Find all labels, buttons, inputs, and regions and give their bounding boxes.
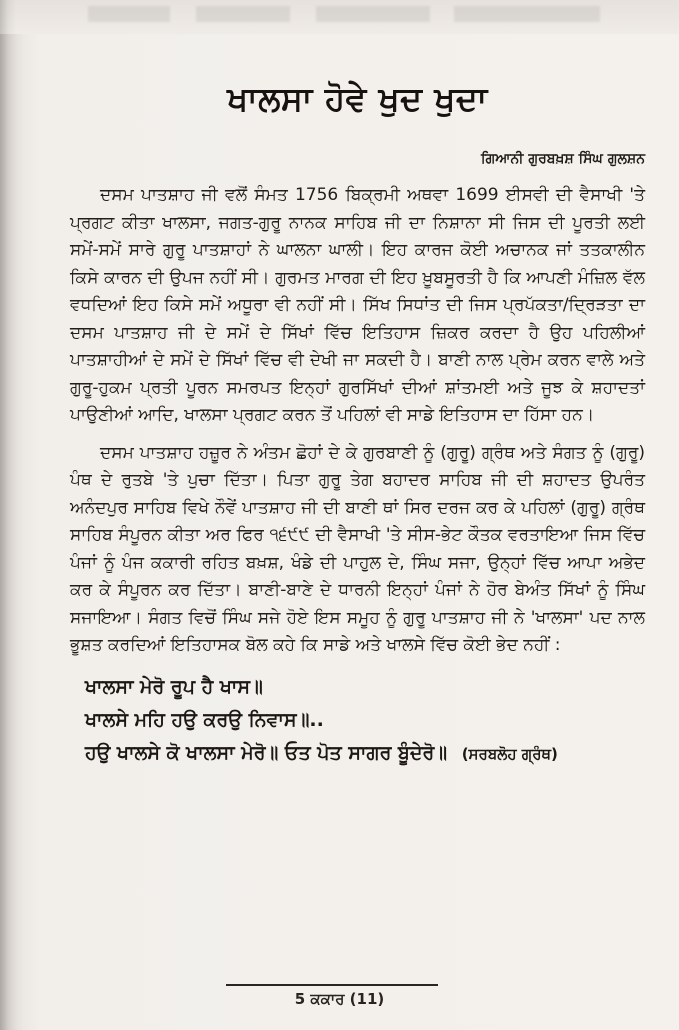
verse-line-1: ਖਾਲਸਾ ਮੇਰੋ ਰੂਪ ਹੈ ਖਾਸ॥ <box>85 675 263 698</box>
verse-line-2: ਖਾਲਸੇ ਮਹਿ ਹਉ ਕਰਉ ਨਿਵਾਸ॥.. <box>85 708 324 731</box>
page-footer: 5 ਕਕਾਰ (11) <box>294 990 385 1008</box>
page-gutter-shadow <box>0 0 16 1030</box>
article-title: ਖਾਲਸਾ ਹੋਵੇ ਖੁਦ ਖੁਦਾ <box>227 79 488 118</box>
verse-line-3 <box>85 737 645 771</box>
article-content <box>70 80 645 771</box>
verse-citation: (ਸਰਬਲੋਹ ਗ੍ਰੰਥ) <box>461 744 558 763</box>
previous-page-text-shadow <box>70 6 600 22</box>
author-name: ਗਿਆਨੀ ਗੁਰਬਖ਼ਸ਼ ਸਿੰਘ ਗੁਲਸ਼ਨ <box>481 151 645 167</box>
footer-divider <box>226 984 438 986</box>
verse-line-3-text: ਹਉ ਖਾਲਸੇ ਕੋ ਖਾਲਸਾ ਮੇਰੋ॥ ਓਤ ਪੋਤ ਸਾਗਰ ਬੂੰਦੇਰੋ॥ <box>85 741 448 764</box>
previous-page-bleed <box>0 0 679 34</box>
body-paragraph-1: ਦਸਮ ਪਾਤਸ਼ਾਹ ਜੀ ਵਲੋਂ ਸੰਮਤ 1756 ਬਿਕ੍ਰਮੀ ਅਥਵਾ 1699 ਈਸਵੀ ਦੀ ਵੈਸਾਖੀ 'ਤੇ ਪ੍ਰਗਟ ਕੀਤਾ ਖਾਲਸਾ, ਜਗਤ-ਗੁਰੂ ਨਾਨਕ ਸਾਹਿਬ ਜੀ ਦਾ ਨਿਸ਼ਾਨਾ ਸੀ ਜਿਸ ਦੀ ਪੂਰਤੀ ਲਈ ਸਮੇਂ-ਸਮੇਂ ਸਾਰੇ ਗੁਰੂ ਪਾਤਸ਼ਾਹਾਂ ਨੇ ਘਾਲਨਾ ਘਾਲੀ। ਇਹ ਕਾਰਜ ਕੋਈ ਅਚਾਨਕ ਜਾਂ ਤਤਕਾਲੀਨ ਕਿਸੇ ਕਾਰਨ ਦੀ ਉਪਜ ਨਹੀਂ ਸੀ। ਗੁਰਮਤ ਮਾਰਗ ਦੀ ਇਹ ਖ਼ੂਬਸੂਰਤੀ ਹੈ ਕਿ ਆਪਣੀ ਮੰਜ਼ਿਲ ਵੱਲ ਵਧਦਿਆਂ ਇਹ ਕਿਸੇ ਸਮੇਂ ਅਧੂਰਾ ਵੀ ਨਹੀਂ ਸੀ। ਸਿੱਖ ਸਿਧਾਂਤ ਦੀ ਜਿਸ ਪ੍ਰਪੱਕਤਾ/ਦ੍ਰਿੜਤਾ ਦਾ ਦਸਮ ਪਾਤਸ਼ਾਹ ਜੀ ਦੇ ਸਮੇਂ ਦੇ ਸਿੱਖਾਂ ਵਿੱਚ ਇਤਿਹਾਸ ਜ਼ਿਕਰ ਕਰਦਾ ਹੈ ਉਹ ਪਹਿਲੀਆਂ ਪਾਤਸ਼ਾਹੀਆਂ ਦੇ ਸਮੇਂ ਦੇ ਸਿੱਖਾਂ ਵਿੱਚ ਵੀ ਦੇਖੀ ਜਾ ਸਕਦੀ ਹੈ। ਬਾਣੀ ਨਾਲ ਪ੍ਰੇਮ ਕਰਨ ਵਾਲੇ ਅਤੇ ਗੁਰੂ-ਹੁਕਮ ਪ੍ਰਤੀ ਪੂਰਨ ਸਮਰਪਤ ਇਨ੍ਹਾਂ ਗੁਰਸਿੱਖਾਂ ਦੀਆਂ ਸ਼ਾਂਤਮਈ ਅਤੇ ਜੂਝ ਕੇ ਸ਼ਹਾਦਤਾਂ ਪਾਉਣੀਆਂ ਆਦਿ, ਖਾਲਸਾ ਪ੍ਰਗਟ ਕਰਨ ਤੋਂ ਪਹਿਲਾਂ ਵੀ ਸਾਡੇ ਇਤਿਹਾਸ ਦਾ ਹਿੱਸਾ ਹਨ। <box>70 185 645 425</box>
body-paragraph-2: ਦਸਮ ਪਾਤਸ਼ਾਹ ਹਜ਼ੂਰ ਨੇ ਅੰਤਮ ਛੋਹਾਂ ਦੇ ਕੇ ਗੁਰਬਾਣੀ ਨੂੰ (ਗੁਰੂ) ਗ੍ਰੰਥ ਅਤੇ ਸੰਗਤ ਨੂੰ (ਗੁਰੂ) ਪੰਥ ਦੇ ਰੁਤਬੇ 'ਤੇ ਪੁਚਾ ਦਿੱਤਾ। ਪਿਤਾ ਗੁਰੂ ਤੇਗ ਬਹਾਦਰ ਸਾਹਿਬ ਜੀ ਦੀ ਸ਼ਹਾਦਤ ਉਪਰੰਤ ਅਨੰਦਪੁਰ ਸਾਹਿਬ ਵਿਖੇ ਨੌਵੇਂ ਪਾਤਸ਼ਾਹ ਜੀ ਦੀ ਬਾਣੀ ਥਾਂ ਸਿਰ ਦਰਜ ਕਰ ਕੇ ਪਹਿਲਾਂ (ਗੁਰੂ) ਗ੍ਰੰਥ ਸਾਹਿਬ ਸੰਪੂਰਨ ਕੀਤਾ ਅਰ ਫਿਰ ੧੬੯੯ ਦੀ ਵੈਸਾਖੀ 'ਤੇ ਸੀਸ-ਭੇਟ ਕੌਤਕ ਵਰਤਾਇਆ ਜਿਸ ਵਿੱਚ ਪੰਜਾਂ ਨੂੰ ਪੰਜ ਕਕਾਰੀ ਰਹਿਤ ਬਖ਼ਸ਼, ਖੰਡੇ ਦੀ ਪਾਹੁਲ ਦੇ, ਸਿੰਘ ਸਜਾ, ਉਨ੍ਹਾਂ ਵਿੱਚ ਆਪਾ ਅਭੇਦ ਕਰ ਕੇ ਸੰਪੂਰਨ ਕਰ ਦਿੱਤਾ। ਬਾਣੀ-ਬਾਣੇ ਦੇ ਧਾਰਨੀ ਇਨ੍ਹਾਂ ਪੰਜਾਂ ਨੇ ਹੋਰ ਬੇਅੰਤ ਸਿੱਖਾਂ ਨੂੰ ਸਿੰਘ ਸਜਾਇਆ। ਸੰਗਤ ਵਿਚੋਂ ਸਿੰਘ ਸਜੇ ਹੋਏ ਇਸ ਸਮੂਹ ਨੂੰ ਗੁਰੂ ਪਾਤਸ਼ਾਹ ਜੀ ਨੇ 'ਖਾਲਸਾ' ਪਦ ਨਾਲ ਭੂਸ਼ਤ ਕਰਦਿਆਂ ਇਤਿਹਾਸਕ ਬੋਲ ਕਹੇ ਕਿ ਸਾਡੇ ਅਤੇ ਖਾਲਸੇ ਵਿੱਚ ਕੋਈ ਭੇਦ ਨਹੀਂ : <box>70 442 645 655</box>
quoted-verses <box>85 671 645 771</box>
